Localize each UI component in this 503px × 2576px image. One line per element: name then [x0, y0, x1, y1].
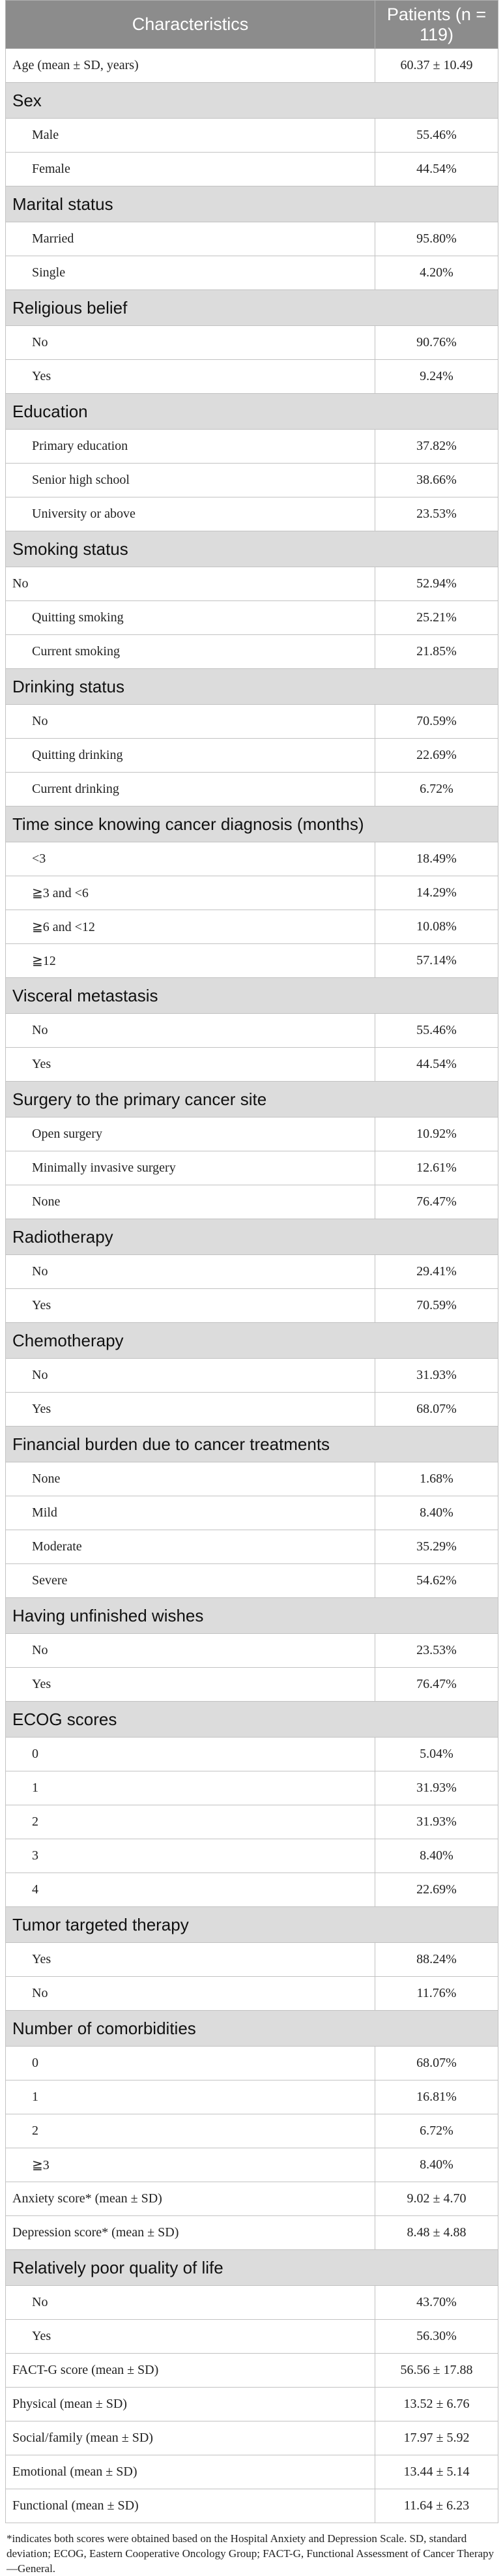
- row-value: 68.07%: [375, 2047, 498, 2080]
- table-row: [6, 1805, 498, 1839]
- table-row: [6, 464, 498, 497]
- table-row: [6, 1738, 498, 1771]
- row-value: 10.92%: [375, 1118, 498, 1151]
- row-value: 25.21%: [375, 601, 498, 635]
- table-row: [6, 2047, 498, 2080]
- row-value: 21.85%: [375, 635, 498, 669]
- patients-column-header: Patients (n = 119): [375, 1, 498, 49]
- row-label: Quitting smoking: [6, 601, 375, 635]
- row-label: No: [6, 2286, 375, 2320]
- row-value: 11.64 ± 6.23: [375, 2489, 498, 2523]
- row-label: Physical (mean ± SD): [6, 2388, 375, 2421]
- table-row: [6, 1393, 498, 1427]
- section-title: Tumor targeted therapy: [6, 1907, 498, 1943]
- table-row: [6, 2216, 498, 2250]
- row-value: 8.40%: [375, 1496, 498, 1530]
- row-label: Yes: [6, 1289, 375, 1323]
- row-label: Social/family (mean ± SD): [6, 2421, 375, 2455]
- table-row: [6, 944, 498, 978]
- table-row: [6, 1771, 498, 1805]
- row-label: Primary education: [6, 430, 375, 464]
- table-row: [6, 1977, 498, 2011]
- row-label: Male: [6, 119, 375, 153]
- row-value: 76.47%: [375, 1668, 498, 1702]
- table-row: [6, 1634, 498, 1668]
- table-row: [6, 2489, 498, 2523]
- table-row: [6, 739, 498, 773]
- row-value: 55.46%: [375, 119, 498, 153]
- row-label: Yes: [6, 1668, 375, 1702]
- section-title: Visceral metastasis: [6, 978, 498, 1014]
- section-header-row: [6, 83, 498, 119]
- row-value: 14.29%: [375, 876, 498, 910]
- row-value: 8.48 ± 4.88: [375, 2216, 498, 2250]
- row-label: 1: [6, 2080, 375, 2114]
- row-label: No: [6, 326, 375, 360]
- row-label: Moderate: [6, 1530, 375, 1564]
- row-value: 17.97 ± 5.92: [375, 2421, 498, 2455]
- section-title: Drinking status: [6, 669, 498, 705]
- row-label: ≧3 and <6: [6, 876, 375, 910]
- row-value: 43.70%: [375, 2286, 498, 2320]
- section-header-row: [6, 1702, 498, 1738]
- table-row: [6, 1496, 498, 1530]
- section-title: Radiotherapy: [6, 1219, 498, 1255]
- row-value: 8.40%: [375, 2148, 498, 2182]
- row-label: Yes: [6, 1943, 375, 1977]
- row-label: Single: [6, 256, 375, 290]
- row-label: Minimally invasive surgery: [6, 1151, 375, 1185]
- table-row: [6, 773, 498, 807]
- table-row: [6, 256, 498, 290]
- section-header-row: [6, 1219, 498, 1255]
- row-label: Yes: [6, 1393, 375, 1427]
- row-value: 56.30%: [375, 2320, 498, 2354]
- row-label: Depression score* (mean ± SD): [6, 2216, 375, 2250]
- row-value: 11.76%: [375, 1977, 498, 2011]
- row-label: 4: [6, 1873, 375, 1907]
- table-row: [6, 910, 498, 944]
- row-label: 0: [6, 1738, 375, 1771]
- row-value: 5.04%: [375, 1738, 498, 1771]
- row-value: 22.69%: [375, 1873, 498, 1907]
- row-value: 90.76%: [375, 326, 498, 360]
- section-title: Sex: [6, 83, 498, 119]
- table-row: [6, 2455, 498, 2489]
- row-value: 6.72%: [375, 2114, 498, 2148]
- table-row: [6, 1048, 498, 1082]
- row-label: No: [6, 1255, 375, 1289]
- row-value: 1.68%: [375, 1462, 498, 1496]
- header-row: [6, 1, 498, 49]
- table-row: [6, 497, 498, 531]
- table-row: [6, 1839, 498, 1873]
- table-row: [6, 2148, 498, 2182]
- section-title: ECOG scores: [6, 1702, 498, 1738]
- row-label: Yes: [6, 2320, 375, 2354]
- section-title: Religious belief: [6, 290, 498, 326]
- row-value: 60.37 ± 10.49: [375, 49, 498, 83]
- section-title: Relatively poor quality of life: [6, 2250, 498, 2286]
- table-row: [6, 49, 498, 83]
- row-label: Mild: [6, 1496, 375, 1530]
- row-label: No: [6, 567, 375, 601]
- row-value: 54.62%: [375, 1564, 498, 1598]
- row-label: ≧3: [6, 2148, 375, 2182]
- row-value: 31.93%: [375, 1359, 498, 1393]
- characteristics-column-header: Characteristics: [6, 1, 375, 49]
- row-label: Age (mean ± SD, years): [6, 49, 375, 83]
- table-row: [6, 326, 498, 360]
- row-value: 88.24%: [375, 1943, 498, 1977]
- section-header-row: [6, 978, 498, 1014]
- row-label: 0: [6, 2047, 375, 2080]
- row-value: 13.52 ± 6.76: [375, 2388, 498, 2421]
- row-value: 23.53%: [375, 497, 498, 531]
- row-value: 37.82%: [375, 430, 498, 464]
- table-body: [6, 49, 498, 2523]
- row-label: Married: [6, 222, 375, 256]
- row-label: No: [6, 1014, 375, 1048]
- row-value: 70.59%: [375, 705, 498, 739]
- row-value: 6.72%: [375, 773, 498, 807]
- row-value: 95.80%: [375, 222, 498, 256]
- row-label: 2: [6, 2114, 375, 2148]
- row-label: No: [6, 1977, 375, 2011]
- row-value: 52.94%: [375, 567, 498, 601]
- row-value: 16.81%: [375, 2080, 498, 2114]
- section-title: Education: [6, 394, 498, 430]
- row-value: 70.59%: [375, 1289, 498, 1323]
- section-header-row: [6, 1427, 498, 1462]
- row-label: No: [6, 705, 375, 739]
- section-header-row: [6, 2011, 498, 2047]
- table-row: [6, 2320, 498, 2354]
- section-title: Having unfinished wishes: [6, 1598, 498, 1634]
- section-title: Number of comorbidities: [6, 2011, 498, 2047]
- row-label: ≧6 and <12: [6, 910, 375, 944]
- row-value: 76.47%: [375, 1185, 498, 1219]
- section-title: Marital status: [6, 186, 498, 222]
- row-value: 23.53%: [375, 1634, 498, 1668]
- section-header-row: [6, 1907, 498, 1943]
- section-title: Financial burden due to cancer treatments: [6, 1427, 498, 1462]
- table-row: [6, 1151, 498, 1185]
- row-value: 12.61%: [375, 1151, 498, 1185]
- section-header-row: [6, 1598, 498, 1634]
- row-label: ≧12: [6, 944, 375, 978]
- row-value: 44.54%: [375, 1048, 498, 1082]
- row-label: No: [6, 1359, 375, 1393]
- table-row: [6, 601, 498, 635]
- section-header-row: [6, 186, 498, 222]
- row-label: Senior high school: [6, 464, 375, 497]
- section-header-row: [6, 1323, 498, 1359]
- section-title: Time since knowing cancer diagnosis (months): [6, 807, 498, 842]
- section-header-row: [6, 531, 498, 567]
- table-row: [6, 2114, 498, 2148]
- row-label: Female: [6, 153, 375, 186]
- row-value: 44.54%: [375, 153, 498, 186]
- table-row: [6, 567, 498, 601]
- table-row: [6, 1530, 498, 1564]
- row-value: 9.02 ± 4.70: [375, 2182, 498, 2216]
- row-label: None: [6, 1185, 375, 1219]
- table-row: [6, 153, 498, 186]
- row-label: Functional (mean ± SD): [6, 2489, 375, 2523]
- table-footnote: *indicates both scores were obtained based on the Hospital Anxiety and Depression Scale. SD, standard deviation; ECOG, Eastern Cooperative Oncology Group; FACT-G, Functional Assessment of Cancer Therapy—General.: [7, 2532, 495, 2575]
- row-label: Yes: [6, 360, 375, 394]
- row-value: 56.56 ± 17.88: [375, 2354, 498, 2388]
- row-value: 35.29%: [375, 1530, 498, 1564]
- table-row: [6, 842, 498, 876]
- row-label: None: [6, 1462, 375, 1496]
- table-row: [6, 119, 498, 153]
- table-row: [6, 876, 498, 910]
- row-label: Current drinking: [6, 773, 375, 807]
- table-row: [6, 1873, 498, 1907]
- table-row: [6, 705, 498, 739]
- table-row: [6, 2388, 498, 2421]
- row-value: 38.66%: [375, 464, 498, 497]
- table-row: [6, 2080, 498, 2114]
- section-header-row: [6, 2250, 498, 2286]
- table-row: [6, 2182, 498, 2216]
- section-title: Chemotherapy: [6, 1323, 498, 1359]
- row-label: No: [6, 1634, 375, 1668]
- section-header-row: [6, 394, 498, 430]
- table-row: [6, 635, 498, 669]
- row-label: FACT-G score (mean ± SD): [6, 2354, 375, 2388]
- section-header-row: [6, 669, 498, 705]
- table-row: [6, 1185, 498, 1219]
- table-row: [6, 1943, 498, 1977]
- table-row: [6, 1668, 498, 1702]
- row-label: <3: [6, 842, 375, 876]
- row-label: 1: [6, 1771, 375, 1805]
- row-value: 18.49%: [375, 842, 498, 876]
- table-row: [6, 1014, 498, 1048]
- section-title: Smoking status: [6, 531, 498, 567]
- table-row: [6, 1359, 498, 1393]
- table-header: [6, 1, 498, 49]
- table-row: [6, 1462, 498, 1496]
- row-value: 55.46%: [375, 1014, 498, 1048]
- section-title: Surgery to the primary cancer site: [6, 1082, 498, 1118]
- section-header-row: [6, 290, 498, 326]
- section-header-row: [6, 807, 498, 842]
- row-value: 9.24%: [375, 360, 498, 394]
- row-label: 3: [6, 1839, 375, 1873]
- row-label: Emotional (mean ± SD): [6, 2455, 375, 2489]
- row-value: 31.93%: [375, 1771, 498, 1805]
- row-value: 57.14%: [375, 944, 498, 978]
- section-header-row: [6, 1082, 498, 1118]
- table-row: [6, 1255, 498, 1289]
- row-label: Severe: [6, 1564, 375, 1598]
- row-label: Yes: [6, 1048, 375, 1082]
- row-value: 31.93%: [375, 1805, 498, 1839]
- row-label: Quitting drinking: [6, 739, 375, 773]
- row-value: 13.44 ± 5.14: [375, 2455, 498, 2489]
- table-row: [6, 2354, 498, 2388]
- row-value: 8.40%: [375, 1839, 498, 1873]
- table-row: [6, 1564, 498, 1598]
- row-label: University or above: [6, 497, 375, 531]
- table-row: [6, 2421, 498, 2455]
- table-row: [6, 430, 498, 464]
- table-row: [6, 360, 498, 394]
- row-label: 2: [6, 1805, 375, 1839]
- row-label: Current smoking: [6, 635, 375, 669]
- table-row: [6, 1289, 498, 1323]
- row-value: 22.69%: [375, 739, 498, 773]
- row-value: 10.08%: [375, 910, 498, 944]
- table-row: [6, 1118, 498, 1151]
- row-value: 68.07%: [375, 1393, 498, 1427]
- row-label: Open surgery: [6, 1118, 375, 1151]
- table-row: [6, 2286, 498, 2320]
- row-value: 4.20%: [375, 256, 498, 290]
- row-label: Anxiety score* (mean ± SD): [6, 2182, 375, 2216]
- row-value: 29.41%: [375, 1255, 498, 1289]
- characteristics-table: [5, 0, 498, 2523]
- table-row: [6, 222, 498, 256]
